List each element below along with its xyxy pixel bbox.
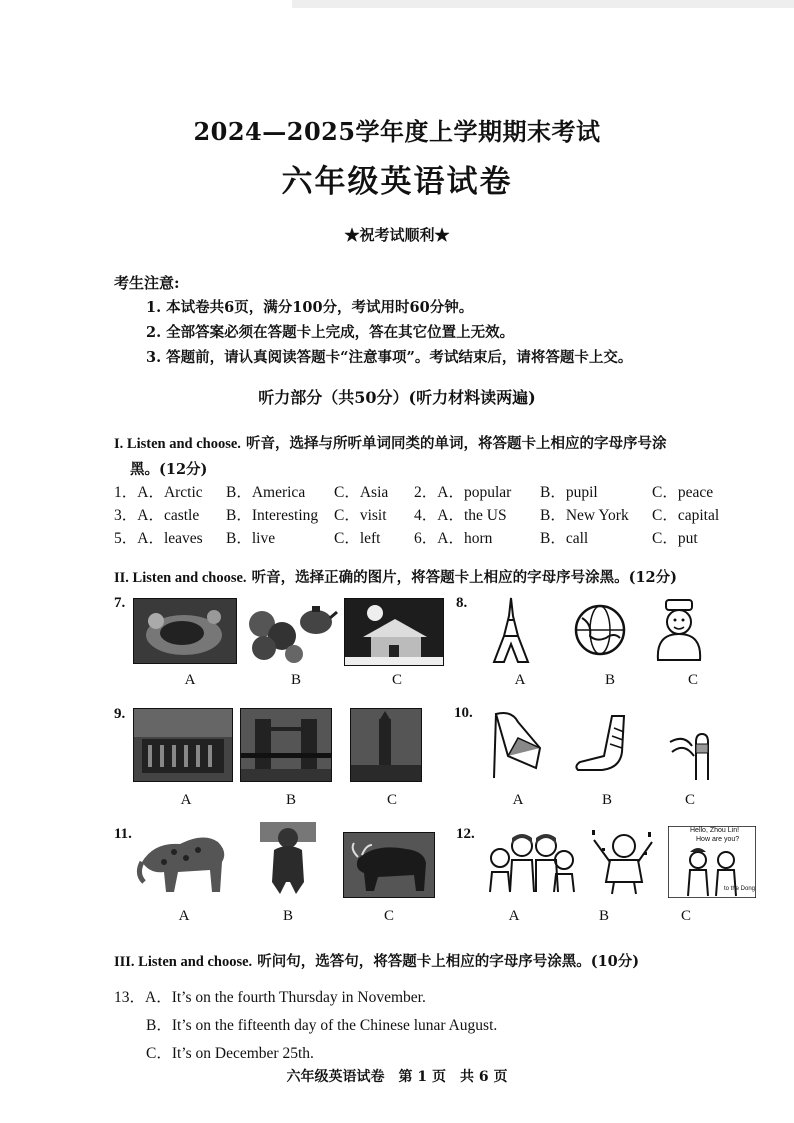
question-number: 8. [456, 595, 468, 611]
option-label: B [604, 672, 615, 688]
picture-bear-standing [260, 822, 316, 896]
section1-heading [114, 432, 666, 453]
option-label: B [282, 908, 293, 924]
option-label: C [386, 792, 397, 808]
option-label: C [383, 908, 394, 924]
picture-eiffel-tower [490, 596, 532, 664]
q13-option-a: 13．A．It’s on the fourth Thursday in November. [114, 989, 426, 1006]
option: B．Interesting [226, 507, 319, 524]
listening-title: 听力部分（共50分）(听力材料读两遍) [258, 388, 536, 407]
picture-arm-sling [488, 708, 550, 782]
picture-yak [343, 832, 435, 898]
option: C．peace [652, 484, 714, 501]
option-label: A [514, 672, 526, 688]
option: B．pupil [540, 484, 598, 501]
section3-heading [114, 950, 639, 971]
picture-palace-building [133, 708, 233, 782]
option-label: C [684, 792, 695, 808]
option: 3．A．castle [114, 507, 200, 524]
section1-heading-en: I. Listen and choose. [114, 436, 241, 452]
picture-food-dish [133, 598, 237, 664]
option: 6．A．horn [414, 530, 493, 547]
picture-tower-bridge [240, 708, 332, 782]
section2-heading-cn: 听音，选择正确的图片，将答题卡上相应的字母序号涂黑。(12分) [246, 569, 677, 586]
notice-item: 2. 全部答案必须在答题卡上完成，答在其它位置上无效。 [146, 324, 515, 341]
section2-heading [114, 566, 677, 587]
option: C．left [334, 530, 381, 547]
notice-item: 1. 本试卷共6页，满分100分，考试用时60分钟。 [146, 299, 474, 316]
section1-heading-cont: 黑。(12分) [130, 461, 208, 478]
option-label: B [290, 672, 301, 688]
option-label: B [598, 908, 609, 924]
option-label: A [184, 672, 196, 688]
option: 1．A．Arctic [114, 484, 203, 501]
scan-edge [292, 0, 794, 8]
speech-bubble-hello: Hello, Zhou Lin! [690, 827, 740, 834]
option: 4．A．the US [414, 507, 507, 524]
option-label: A [512, 792, 524, 808]
option: B．call [540, 530, 589, 547]
blessing: ★祝考试顺利★ [344, 226, 450, 244]
picture-caption: to the Dong [724, 886, 756, 892]
exam-title: 2024—2025学年度上学期期末考试 [193, 117, 601, 146]
paper-title: 六年级英语试卷 [281, 164, 513, 200]
option-label: A [180, 792, 192, 808]
question-number: 10. [454, 705, 473, 721]
q13-option-c: C．It’s on December 25th. [146, 1045, 314, 1062]
notice-item: 3. 答题前，请认真阅读答题卡“注意事项”。考试结束后，请将答题卡上交。 [146, 349, 633, 366]
option-label: B [285, 792, 296, 808]
section1-heading-cn: 听音，选择与所听单词同类的单词，将答题卡上相应的字母序号涂 [240, 435, 667, 452]
picture-snow-leopard [134, 822, 230, 894]
question-number: 12. [456, 826, 475, 842]
notice-title: 考生注意: [114, 274, 180, 292]
picture-children-group [482, 828, 578, 894]
option: 2．A．popular [414, 484, 512, 501]
picture-child-celebrating [588, 826, 658, 896]
option: C．visit [334, 507, 387, 524]
question-number: 11. [114, 826, 132, 842]
question-number: 9. [114, 706, 126, 722]
picture-tower [350, 708, 422, 782]
option-label: A [178, 908, 190, 924]
picture-foot-bandage [572, 712, 640, 778]
section3-heading-cn: 听问句，选答句，将答题卡上相应的字母序号涂黑。(10分) [252, 953, 640, 970]
section3-heading-en: III. Listen and choose. [114, 954, 253, 970]
option: C．capital [652, 507, 720, 524]
picture-finger-bandage [666, 712, 722, 782]
page-footer: 六年级英语试卷 第 1 页 共 6 页 [286, 1069, 508, 1085]
section2-heading-en: II. Listen and choose. [114, 570, 247, 586]
q13-option-b: B．It’s on the fifteenth day of the Chinese lunar August. [146, 1017, 498, 1034]
option: C．put [652, 530, 698, 547]
option-label: C [680, 908, 691, 924]
option: C．Asia [334, 484, 389, 501]
option: B．America [226, 484, 306, 501]
option-label: C [391, 672, 402, 688]
picture-christmas-house [344, 598, 444, 666]
question-number: 7. [114, 595, 126, 611]
option-label: C [687, 672, 698, 688]
option: B．live [226, 530, 276, 547]
option: B．New York [540, 507, 629, 524]
picture-mooncakes-tea [242, 598, 338, 664]
option-label: B [601, 792, 612, 808]
picture-greeting-scene [668, 826, 756, 898]
picture-globe [572, 602, 628, 658]
option: 5．A．leaves [114, 530, 203, 547]
picture-fortune-god [650, 596, 708, 662]
option-label: A [508, 908, 520, 924]
speech-bubble-how: How are you? [696, 836, 740, 843]
